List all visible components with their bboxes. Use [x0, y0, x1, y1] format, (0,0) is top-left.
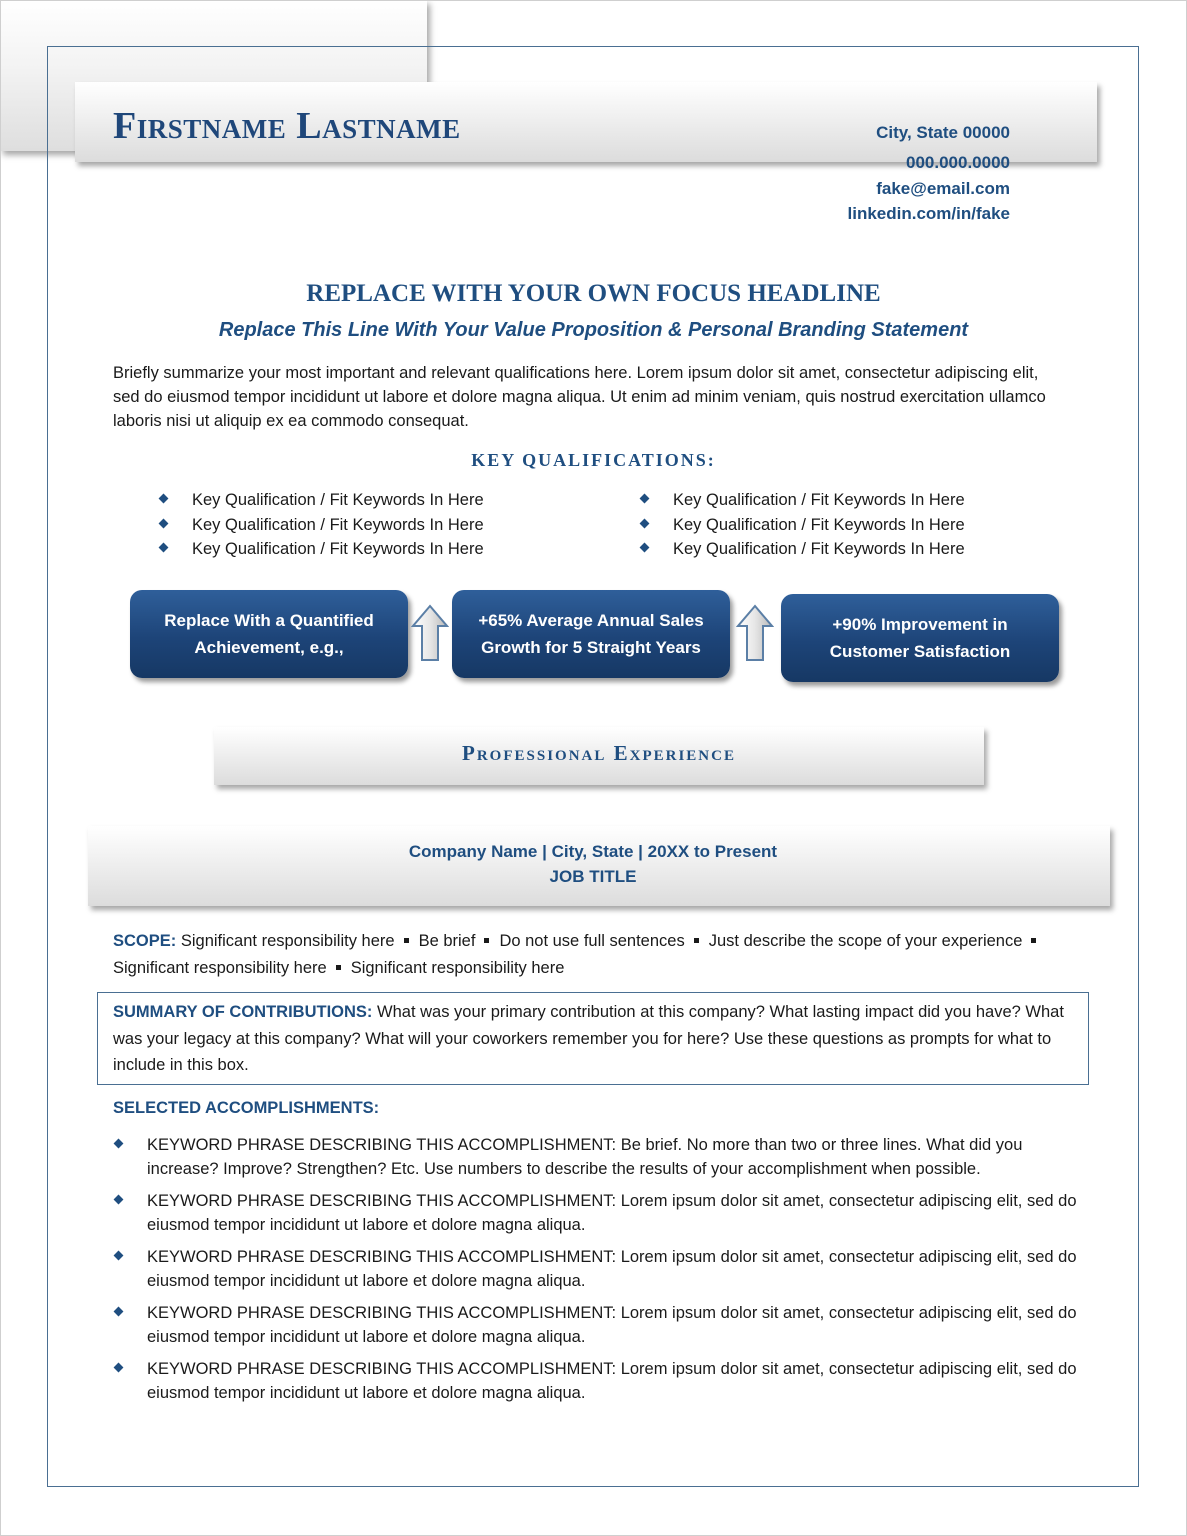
focus-headline: REPLACE WITH YOUR OWN FOCUS HEADLINE	[306, 280, 881, 307]
square-bullet-icon	[694, 938, 699, 943]
scope-item: Significant responsibility here	[350, 959, 565, 977]
contributions-label: SUMMARY OF CONTRIBUTIONS:	[113, 1003, 373, 1021]
scope-paragraph	[113, 928, 1073, 982]
qualification-text: Key Qualification / Fit Keywords In Here	[192, 491, 484, 509]
key-qualifications-left	[158, 488, 484, 562]
list-item	[639, 513, 965, 538]
list-item	[158, 537, 484, 562]
accomplishment-text: KEYWORD PHRASE DESCRIBING THIS ACCOMPLISHMENT: Lorem ipsum dolor sit amet, consectetur adipiscing elit, sed do eiusmod tempor incididunt ut labore et dolore magna aliqua.	[147, 1192, 1077, 1234]
qualification-text: Key Qualification / Fit Keywords In Here	[192, 540, 484, 558]
achievement-line: Customer Satisfaction	[829, 642, 1011, 661]
square-bullet-icon	[336, 965, 341, 970]
scope-item: Significant responsibility here	[113, 959, 327, 977]
contributions-text: What was your primary contribution at this company? What lasting impact did you have? What was your legacy at this company? What will your coworkers remember you for here? Use these questions as prompts for what to include in this box.	[113, 1003, 1064, 1074]
achievement-line: Replace With a Quantified	[164, 611, 374, 630]
accomplishment-text: KEYWORD PHRASE DESCRIBING THIS ACCOMPLISHMENT: Lorem ipsum dolor sit amet, consectetur adipiscing elit, sed do eiusmod tempor incididunt ut labore et dolore magna aliqua.	[147, 1248, 1077, 1290]
diamond-bullet-icon	[114, 1251, 124, 1261]
scope-item: Just describe the scope of your experience	[708, 932, 1023, 950]
job-title: JOB TITLE	[549, 867, 637, 886]
square-bullet-icon	[484, 938, 489, 943]
contact-info	[848, 120, 1011, 228]
achievement-line: +90% Improvement in	[832, 615, 1008, 634]
scope-item: Be brief	[418, 932, 476, 950]
up-arrow-icon	[736, 604, 774, 662]
list-item	[639, 537, 965, 562]
list-item	[639, 488, 965, 513]
square-bullet-icon	[1031, 938, 1036, 943]
contact-location: City, State 00000	[876, 123, 1010, 142]
achievement-box-1	[130, 590, 408, 678]
list-item	[158, 513, 484, 538]
summary-paragraph: Briefly summarize your most important and relevant qualifications here. Lorem ipsum dolor sit amet, consectetur adipiscing elit, sed do eiusmod tempor incididunt ut labore et dolore magna aliqua. Ut enim ad minim veniam, quis nostrud exercitation ullamco laboris nisi ut aliquip ex ea commodo consequat.	[113, 364, 1046, 430]
contact-linkedin: linkedin.com/in/fake	[847, 204, 1010, 223]
key-qualifications-right	[639, 488, 965, 562]
achievement-line: +65% Average Annual Sales	[478, 611, 704, 630]
achievement-box-2	[452, 590, 730, 678]
professional-experience-heading: Professional Experience	[462, 741, 736, 765]
square-bullet-icon	[404, 938, 409, 943]
contributions-paragraph	[113, 999, 1078, 1079]
diamond-bullet-icon	[640, 494, 650, 504]
scope-item: Do not use full sentences	[499, 932, 685, 950]
accomplishment-text: KEYWORD PHRASE DESCRIBING THIS ACCOMPLISHMENT: Lorem ipsum dolor sit amet, consectetur adipiscing elit, sed do eiusmod tempor incididunt ut labore et dolore magna aliqua.	[147, 1304, 1077, 1346]
list-item	[113, 1189, 1088, 1237]
accomplishment-text: KEYWORD PHRASE DESCRIBING THIS ACCOMPLISHMENT: Be brief. No more than two or three lines. What did you increase? Improve? Strengthen? Etc. Use numbers to describe the results of your accomplishment when possible.	[147, 1136, 1023, 1178]
diamond-bullet-icon	[159, 543, 169, 553]
up-arrow-icon	[411, 604, 449, 662]
diamond-bullet-icon	[114, 1139, 124, 1149]
list-item	[113, 1357, 1088, 1405]
company-banner	[88, 826, 1110, 906]
diamond-bullet-icon	[114, 1195, 124, 1205]
contact-email: fake@email.com	[876, 179, 1010, 198]
diamond-bullet-icon	[640, 518, 650, 528]
accomplishments-heading: SELECTED ACCOMPLISHMENTS:	[113, 1099, 380, 1117]
company-line: Company Name | City, State | 20XX to Present	[408, 842, 778, 861]
list-item	[113, 1301, 1088, 1349]
accomplishments-list	[113, 1133, 1088, 1413]
list-item	[158, 488, 484, 513]
candidate-name: Firstname Lastname	[113, 105, 461, 147]
list-item	[113, 1133, 1088, 1181]
diamond-bullet-icon	[159, 494, 169, 504]
diamond-bullet-icon	[114, 1307, 124, 1317]
achievement-box-3	[781, 594, 1059, 682]
diamond-bullet-icon	[640, 543, 650, 553]
qualification-text: Key Qualification / Fit Keywords In Here	[673, 540, 965, 558]
accomplishment-text: KEYWORD PHRASE DESCRIBING THIS ACCOMPLISHMENT: Lorem ipsum dolor sit amet, consectetur adipiscing elit, sed do eiusmod tempor incididunt ut labore et dolore magna aliqua.	[147, 1360, 1077, 1402]
qualification-text: Key Qualification / Fit Keywords In Here	[192, 515, 484, 534]
achievement-line: Growth for 5 Straight Years	[481, 638, 701, 657]
contact-phone: 000.000.0000	[906, 153, 1010, 172]
diamond-bullet-icon	[114, 1363, 124, 1373]
key-qualifications-heading: KEY QUALIFICATIONS:	[471, 450, 716, 470]
branding-statement: Replace This Line With Your Value Proposition & Personal Branding Statement	[218, 319, 969, 341]
qualification-text: Key Qualification / Fit Keywords In Here	[673, 491, 965, 509]
scope-item: Significant responsibility here	[180, 932, 395, 950]
diamond-bullet-icon	[159, 518, 169, 528]
achievement-line: Achievement, e.g.,	[194, 638, 344, 657]
scope-label: SCOPE:	[113, 932, 177, 950]
qualification-text: Key Qualification / Fit Keywords In Here	[673, 515, 965, 534]
list-item	[113, 1245, 1088, 1293]
